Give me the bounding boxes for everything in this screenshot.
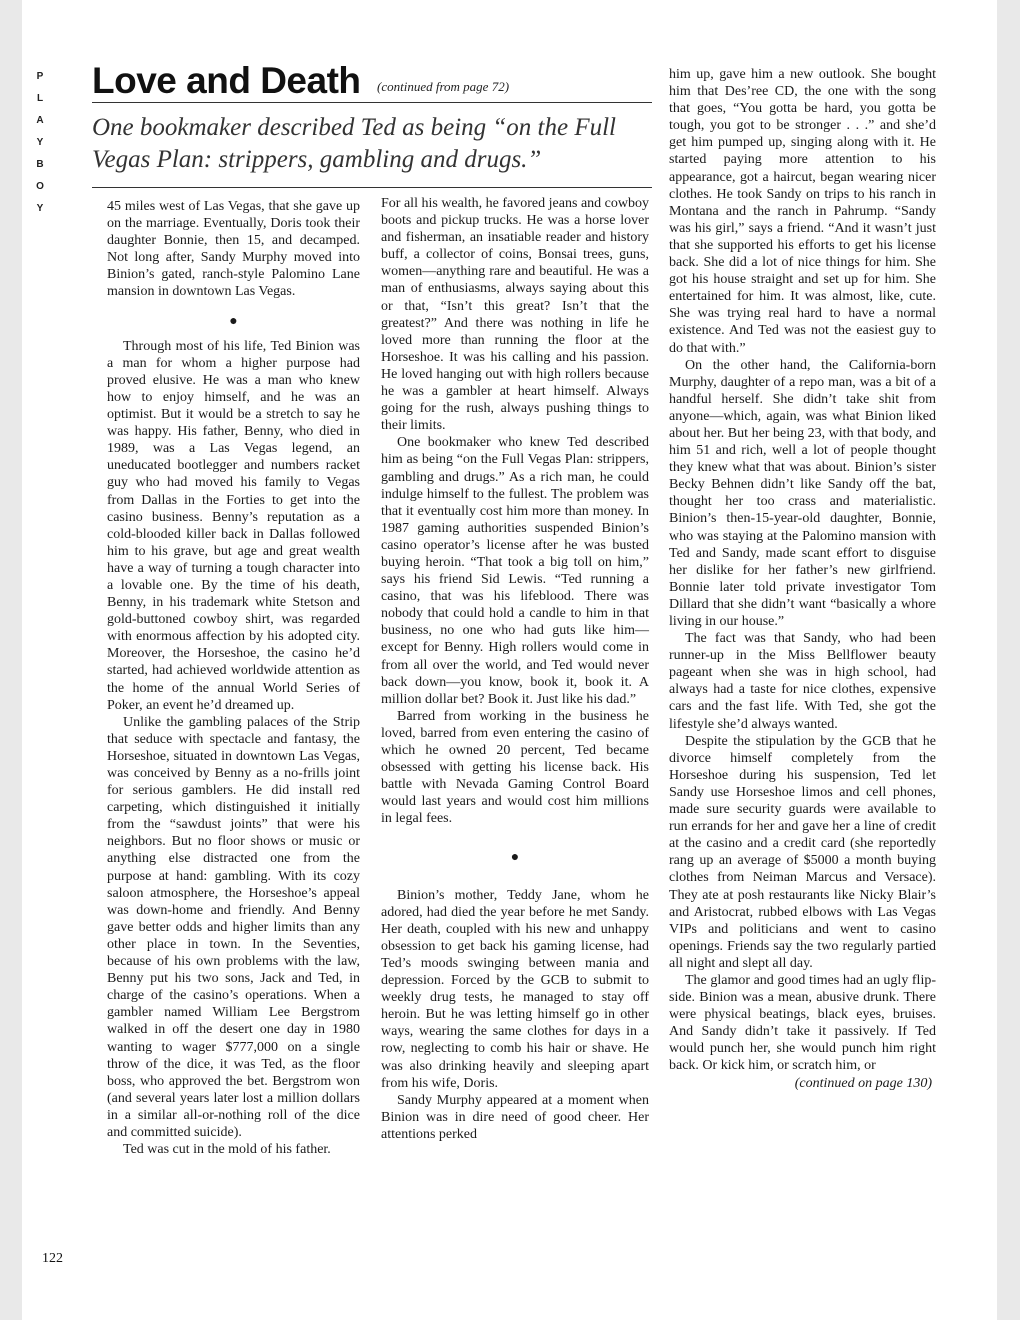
logo-letter: P bbox=[36, 71, 44, 82]
text-column-1 bbox=[107, 198, 360, 1158]
paragraph: Despite the stipulation by the GCB that he divorce himself completely from the Horseshoe during his suspension, Ted let Sandy use Horseshoe limos and cell phones, made sure security guards were available to run errands for her and gave her a line of credit at the casino and a credit card (she reportedly rang up an average of $5000 a month buying clothes from Neiman Marcus and Versace). They ate at posh restaurants like Nicky Blair’s and Aristocrat, rubbed elbows with Las Vegas VIPs and politicians and went to casino openings. Friends say the two regularly partied all night and slept all day. bbox=[669, 733, 936, 971]
paragraph: Ted was cut in the mold of his father. bbox=[123, 1142, 331, 1158]
section-bullet: ● bbox=[229, 313, 238, 329]
paragraph: The fact was that Sandy, who had been runner-up in the Miss Bellflower beauty pageant when she was in high school, had always had a taste for nice clothes, expensive cars and the fast life. With Ted, she got the lifestyle she’d always wanted. bbox=[669, 631, 936, 732]
paragraph: For all his wealth, he favored jeans and cowboy boots and pickup trucks. He was a horse lover and fisherman, an insatiable reader and history buff, a collector of coins, Bonsai trees, guns, women—anything rare and beautiful. He was a man of enthusiasms, always saying about this or that, “Isn’t this great? Isn’t that the greatest?” And there was nothing in life he loved more than running the floor at the Horseshoe. It was his calling and his passion. He loved hanging out with high rollers because he was a gambler at heart himself. Always going for the rush, always pushing things to their limits. bbox=[381, 196, 649, 434]
continued-from-note: (continued from page 72) bbox=[377, 79, 510, 94]
section-bullet: ● bbox=[510, 850, 520, 866]
continued-on-note: (continued on page 130) bbox=[794, 1075, 932, 1091]
text-column-2 bbox=[381, 195, 649, 1143]
paragraph: The glamor and good times had an ugly flip-side. Binion was a mean, abusive drunk. There were physical beatings, black eyes, bruises. And Sandy didn’t take it passively. If Ted would punch her, she would punch him right back. Or kick him, or scratch him, or bbox=[669, 972, 936, 1074]
paragraph: Sandy Murphy appeared at a moment when Binion was in dire need of good cheer. Her attentions perked bbox=[381, 1092, 649, 1142]
logo-letter: B bbox=[36, 159, 44, 170]
paragraph: Through most of his life, Ted Binion was a man for whom a higher purpose had proved elusive. He was a man who knew how to enjoy himself, and he was an optimist. But it would be a stretch to say he was happy. His father, Benny, who died in 1989, was a Las Vegas legend, an uneducated bootlegger and numbers racket guy who had moved his family to Vegas from Dallas in the Forties to get into the casino business. Benny’s reputation as a cold-blooded killer back in Dallas followed him to his grave, but age and great wealth have a way of turning a tough character into a lovable one. By the time of his death, Benny, in his trademark white Stetson and gold-buttoned cowboy shirt, was regarded with enormous affection by his adopted city. Moreover, the Horseshoe, the casino he’d started, had achieved worldwide attention as the home of the annual World Series of Poker, an event he’d dreamed up. bbox=[107, 338, 360, 713]
pull-quote: One bookmaker described Ted as being “on the Full Vegas Plan: strippers, gambling and drugs.” bbox=[92, 114, 616, 173]
page-number: 122 bbox=[42, 1251, 63, 1266]
paragraph: Binion’s mother, Teddy Jane, whom he adored, had died the year before he met Sandy. Her death, coupled with his new and unhappy obsession to get back his gaming license, had Ted’s moods swinging between mania and depression. Forced by the GCB to submit to weekly drug tests, he managed to stay off heroin. But he was letting himself go in other ways, wearing the same clothes for days in a row, neglecting to comb his hair or shave. He was also drinking heavily and sleeping apart from his wife, Doris. bbox=[381, 887, 649, 1091]
text-column-3 bbox=[669, 66, 936, 1092]
paragraph: 45 miles west of Las Vegas, that she gave up on the marriage. Eventually, Doris took their daughter Bonnie, then 15, and decamped. Not long after, Sandy Murphy moved into Binion’s gated, ranch-style Palomino Lane mansion in downtown Las Vegas. bbox=[107, 199, 360, 300]
paragraph: him up, gave him a new outlook. She bought him that Des’ree CD, the one with the song that goes, “You gotta be hard, you gotta be tough, you got to be stronger . . .” and she’d get him pumped up, singing along with it. He started paying more attention to his appearance, got a haircut, began wearing nicer clothes. He took Sandy on trips to his ranch in Montana and the ranch in Pahrump. “Sandy was his girl,” says a friend. “And it wasn’t just that she supported his efforts to get his license back. She did a lot of nice things for him. She got his house straight and set up for him. She entertained for him. It was almost, like, cute. She was trying real hard to have a normal existence. And Ted was not the easiest guy to do that with.” bbox=[669, 67, 936, 356]
paragraph: Barred from working in the business he loved, barred from even entering the casino of which he owned 20 percent, Ted became obsessed with getting his license back. His battle with Nevada Gaming Control Board would last years and would cost him millions in legal fees. bbox=[381, 708, 649, 827]
logo-letter: O bbox=[36, 181, 44, 192]
divider-bottom bbox=[92, 187, 652, 188]
paragraph: On the other hand, the California-born Murphy, daughter of a repo man, was a bit of a handful herself. She didn’t take shit from anyone—which, again, was what Binion liked about her. But her being 23, with that body, and him 51 and rich, well a lot of people thought they knew what that was about. Binion’s sister Becky Behnen didn’t like Sandy off the bat, thought her too crass and materialistic. Binion’s then-15-year-old daughter, Bonnie, who was staying at the Palomino mansion with Ted and Sandy, made scant effort to disguise her dislike for her father’s new girlfriend. Bonnie later told private investigator Tom Dillard that she didn’t want “basically a whore living in our house.” bbox=[669, 357, 936, 629]
logo-letter: L bbox=[36, 93, 44, 104]
paragraph: One bookmaker who knew Ted described him as being “on the Full Vegas Plan: strippers, gambling and drugs.” As a rich man, he could indulge himself to the fullest. The problem was that it eventually cost him more than money. In 1987 gaming authorities suspended Binion’s casino operator’s license after he was busted buying heroin. “That took a big toll on him,” says his friend Sid Lewis. “Ted running a casino, that was his lifeblood. There was nobody that could hold a candle to him in that business, no one who had guts like him—except for Benny. High rollers would come in from all over the world, and Ted would never back down—you know, book it, book it. A million dollar bet? Book it. Just like his dad.” bbox=[381, 435, 649, 707]
playboy-vertical-logo bbox=[30, 66, 50, 220]
logo-letter: A bbox=[36, 115, 44, 126]
divider-top bbox=[92, 102, 652, 103]
logo-letter: Y bbox=[36, 203, 44, 214]
article-title: Love and Death bbox=[92, 60, 361, 101]
paragraph: Unlike the gambling palaces of the Strip that seduce with spectacle and fantasy, the Horseshoe, situated in downtown Las Vegas, was conceived by Benny as a no-frills joint for serious gamblers. He did install red carpeting, which distinguished it initially from the “sawdust joints” that were his neighbors. But no floor shows or music or anything else distracted one from the purpose at hand: gambling. With its cozy saloon atmosphere, the Horseshoe’s appeal was down-home and friendly. And Benny gave better odds and higher limits than any other place in town. In the Seventies, because of his own problems with the law, Benny put his two sons, Jack and Ted, in charge of the casino’s operations. When a gambler named William Lee Bergstrom walked in off the desert one day in 1980 wanting to wager $777,000 on a single throw of the dice, it was Ted, as the floor boss, who approved the bet. Bergstrom won (and several years later lost a million dollars in a similar all-or-nothing roll of the dice and committed suicide). bbox=[107, 714, 360, 1140]
logo-letter: Y bbox=[36, 137, 44, 148]
